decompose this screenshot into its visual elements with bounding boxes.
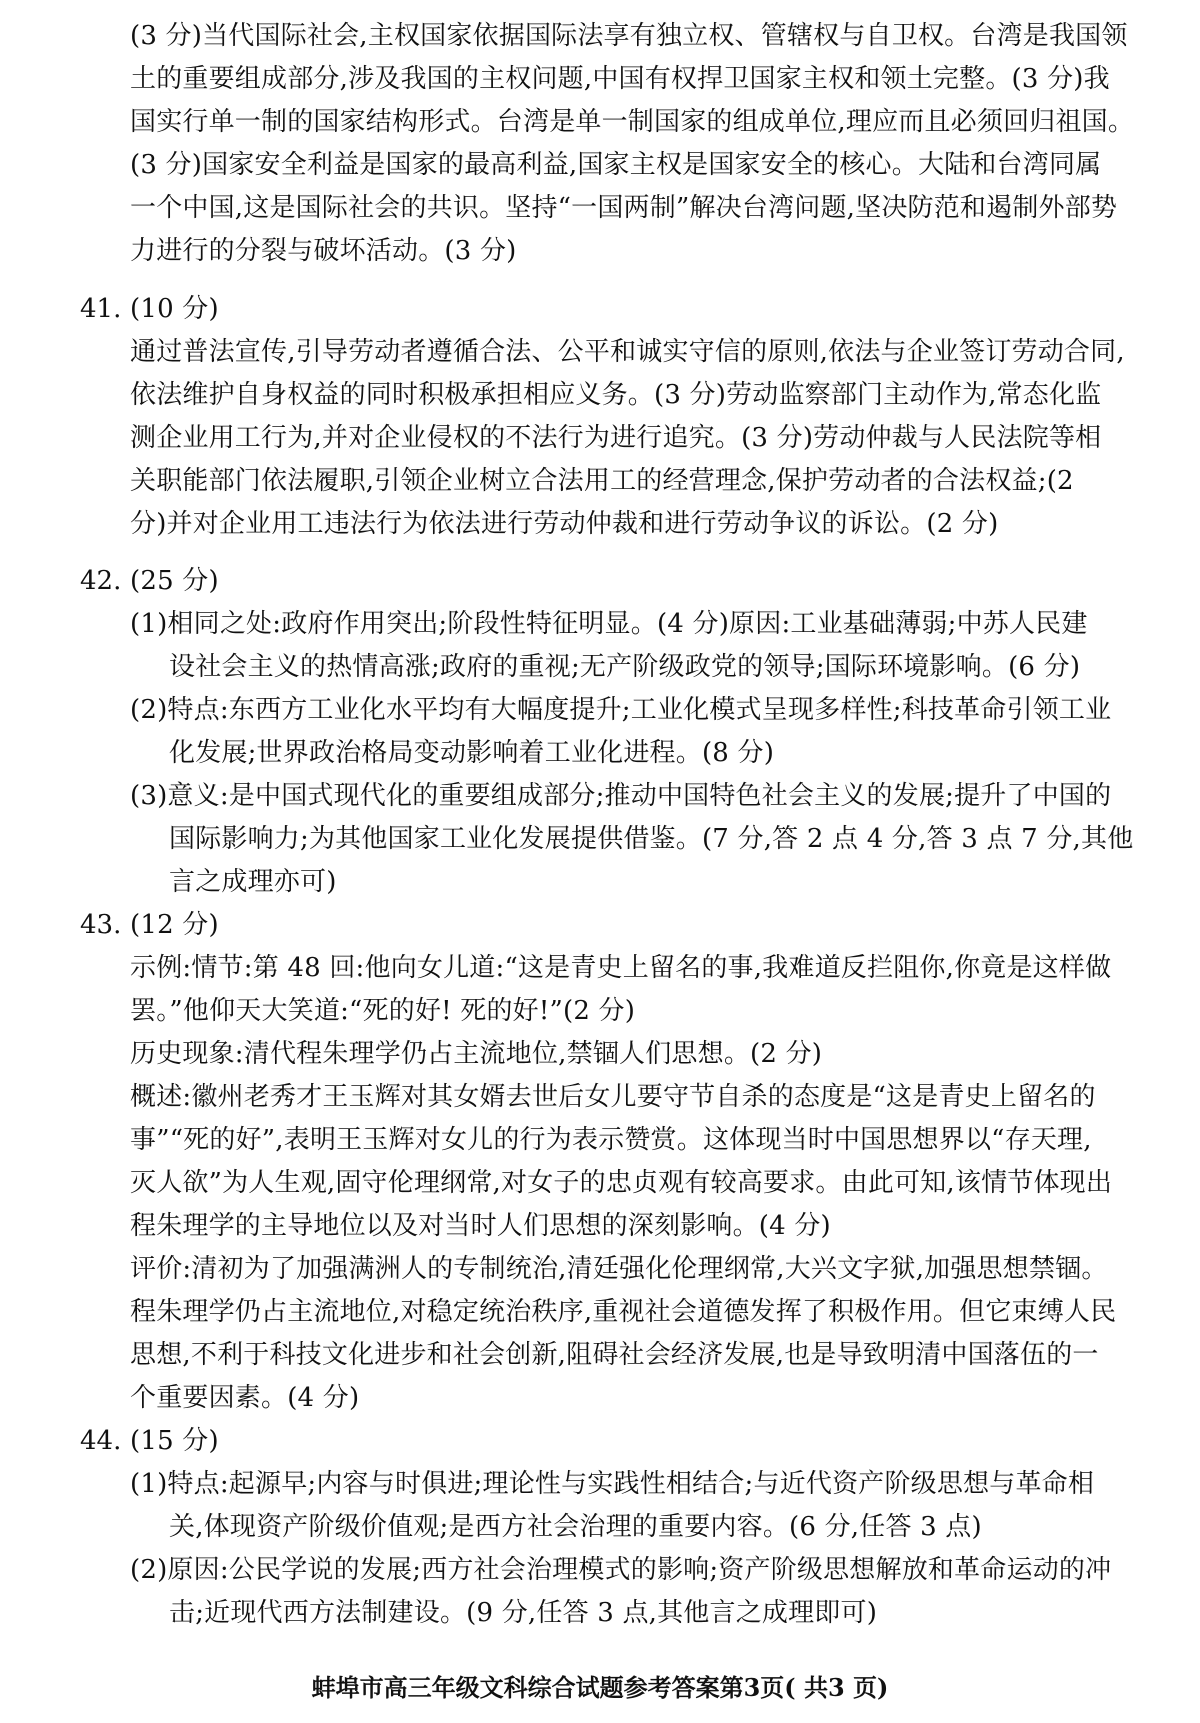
q42-item2-line-1: (2)特点:东西方工业化水平均有大幅度提升;工业化模式呈现多样性;科技革命引领工业 [130, 695, 1112, 725]
q43-number: 43. [80, 910, 122, 940]
q43-line-3: 历史现象:清代程朱理学仍占主流地位,禁锢人们思想。(2 分) [130, 1039, 823, 1069]
q42-item3-line-3: 言之成理亦可) [169, 867, 337, 897]
q44-item1-line-2: 关,体现资产阶级价值观;是西方社会治理的重要内容。(6 分,任答 3 点) [169, 1512, 982, 1542]
q40-line-2: 土的重要组成部分,涉及我国的主权问题,中国有权捍卫国家主权和领土完整。(3 分)我 [130, 64, 1110, 94]
q44-score: (15 分) [130, 1426, 219, 1456]
q41-line-2: 依法维护自身权益的同时积极承担相应义务。(3 分)劳动监察部门主动作为,常态化监 [130, 380, 1102, 410]
q44-item1-line-1: (1)特点:起源早;内容与时俱进;理论性与实践性相结合;与近代资产阶级思想与革命相 [130, 1469, 1095, 1499]
q43-line-9: 程朱理学仍占主流地位,对稳定统治秩序,重视社会道德发挥了积极作用。但它束缚人民 [130, 1297, 1117, 1327]
q42-item1-line-2: 设社会主义的热情高涨;政府的重视;无产阶级政党的领导;国际环境影响。(6 分) [169, 652, 1081, 682]
q42-item2-line-2: 化发展;世界政治格局变动影响着工业化进程。(8 分) [169, 738, 775, 768]
q43-line-2: 罢。”他仰天大笑道:“死的好! 死的好!”(2 分) [130, 996, 636, 1026]
q42-score: (25 分) [130, 566, 219, 596]
q41-line-5: 分)并对企业用工违法行为依法进行劳动仲裁和进行劳动争议的诉讼。(2 分) [130, 509, 999, 539]
q43-line-4: 概述:徽州老秀才王玉辉对其女婿去世后女儿要守节自杀的态度是“这是青史上留名的 [130, 1082, 1096, 1112]
q43-line-11: 个重要因素。(4 分) [130, 1383, 360, 1413]
q41-line-3: 测企业用工行为,并对企业侵权的不法行为进行追究。(3 分)劳动仲裁与人民法院等相 [130, 423, 1102, 453]
page-footer: 蚌埠市高三年级文科综合试题参考答案第3页( 共3 页) [311, 1673, 889, 1702]
q40-line-6: 力进行的分裂与破坏活动。(3 分) [130, 236, 517, 266]
q42-item3-line-1: (3)意义:是中国式现代化的重要组成部分;推动中国特色社会主义的发展;提升了中国的 [130, 781, 1112, 811]
q44-item2-line-1: (2)原因:公民学说的发展;西方社会治理模式的影响;资产阶级思想解放和革命运动的冲 [130, 1555, 1112, 1585]
q40-line-3: 国实行单一制的国家结构形式。台湾是单一制国家的组成单位,理应而且必须回归祖国。 [130, 107, 1135, 137]
q43-line-6: 灭人欲”为人生观,固守伦理纲常,对女子的忠贞观有较高要求。由此可知,该情节体现出 [130, 1168, 1113, 1198]
q42-item1-line-1: (1)相同之处:政府作用突出;阶段性特征明显。(4 分)原因:工业基础薄弱;中苏人民建 [130, 609, 1088, 639]
q43-line-1: 示例:情节:第 48 回:他向女儿道:“这是青史上留名的事,我难道反拦阻你,你竟是这样做 [130, 953, 1112, 983]
q40-line-5: 一个中国,这是国际社会的共识。坚持“一国两制”解决台湾问题,坚决防范和遏制外部势 [130, 193, 1118, 223]
q43-line-7: 程朱理学的主导地位以及对当时人们思想的深刻影响。(4 分) [130, 1211, 831, 1241]
q40-line-1: (3 分)当代国际社会,主权国家依据国际法享有独立权、管辖权与自卫权。台湾是我国领 [130, 21, 1128, 51]
q43-line-8: 评价:清初为了加强满洲人的专制统治,清廷强化伦理纲常,大兴文字狱,加强思想禁锢。 [130, 1254, 1108, 1284]
q41-line-1: 通过普法宣传,引导劳动者遵循合法、公平和诚实守信的原则,依法与企业签订劳动合同, [130, 337, 1125, 367]
q42-number: 42. [80, 566, 122, 596]
q43-line-10: 思想,不利于科技文化进步和社会创新,阻碍社会经济发展,也是导致明清中国落伍的一 [130, 1340, 1099, 1370]
q41-number: 41. [80, 294, 122, 324]
q43-line-5: 事”“死的好”,表明王玉辉对女儿的行为表示赞赏。这体现当时中国思想界以“存天理, [130, 1125, 1092, 1155]
q43-score: (12 分) [130, 910, 219, 940]
q44-item2-line-2: 击;近现代西方法制建设。(9 分,任答 3 点,其他言之成理即可) [169, 1598, 878, 1628]
q40-line-4: (3 分)国家安全利益是国家的最高利益,国家主权是国家安全的核心。大陆和台湾同属 [130, 150, 1102, 180]
q44-number: 44. [80, 1426, 122, 1456]
q41-line-4: 关职能部门依法履职,引领企业树立合法用工的经营理念,保护劳动者的合法权益;(2 [130, 466, 1074, 496]
q41-score: (10 分) [130, 294, 219, 324]
q42-item3-line-2: 国际影响力;为其他国家工业化发展提供借鉴。(7 分,答 2 点 4 分,答 3 点 7 分,其他 [169, 824, 1134, 854]
